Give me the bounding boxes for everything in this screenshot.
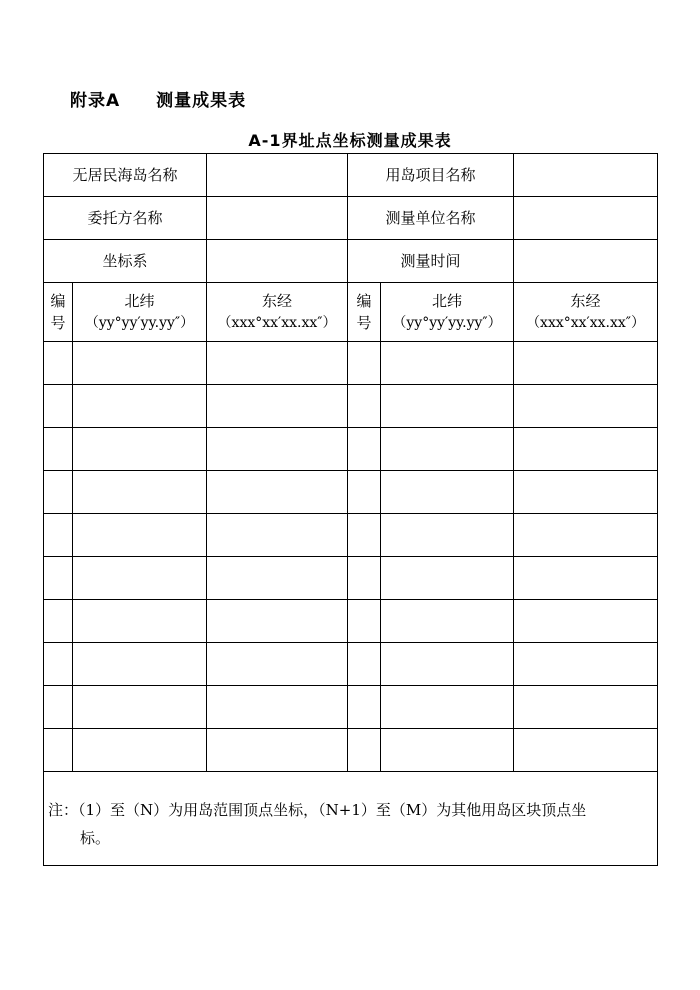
info-row (44, 154, 658, 197)
info-value[interactable] (514, 240, 658, 283)
number-cell[interactable] (44, 342, 73, 385)
table-row (44, 342, 658, 385)
table-row (44, 557, 658, 600)
number-cell[interactable] (44, 471, 73, 514)
coordinate-results-table (43, 153, 658, 866)
longitude-cell[interactable] (514, 600, 658, 643)
table-row (44, 471, 658, 514)
table-title: A-1界址点坐标测量成果表 (248, 131, 452, 150)
latitude-cell[interactable] (73, 557, 207, 600)
number-cell[interactable] (348, 385, 381, 428)
info-value[interactable] (207, 154, 348, 197)
info-value[interactable] (207, 197, 348, 240)
appendix-heading: 附录A 测量成果表 (70, 91, 247, 111)
table-row (44, 643, 658, 686)
note-line-1: 注：（1）至（N）为用岛范围顶点坐标，（N+1）至（M）为其他用岛区块顶点坐 (48, 801, 587, 819)
latitude-cell[interactable] (381, 643, 514, 686)
latitude-format: （yy°yy′yy.yy″） (84, 315, 195, 331)
latitude-cell[interactable] (381, 514, 514, 557)
longitude-cell[interactable] (207, 643, 348, 686)
info-label: 无居民海岛名称 (44, 154, 207, 197)
longitude-format: （xxx°xx′xx.xx″） (526, 315, 645, 331)
number-cell[interactable] (348, 686, 381, 729)
latitude-cell[interactable] (381, 729, 514, 772)
longitude-cell[interactable] (514, 385, 658, 428)
number-cell[interactable] (44, 385, 73, 428)
number-cell[interactable] (44, 686, 73, 729)
number-cell[interactable] (348, 471, 381, 514)
table-row (44, 428, 658, 471)
note-row (44, 772, 658, 866)
latitude-format: （yy°yy′yy.yy″） (392, 315, 502, 331)
latitude-header (73, 283, 207, 342)
table-row (44, 514, 658, 557)
latitude-cell[interactable] (73, 514, 207, 557)
longitude-header (207, 283, 348, 342)
number-cell[interactable] (44, 514, 73, 557)
longitude-cell[interactable] (207, 514, 348, 557)
number-cell[interactable] (348, 428, 381, 471)
latitude-cell[interactable] (73, 471, 207, 514)
latitude-cell[interactable] (381, 600, 514, 643)
number-cell[interactable] (44, 600, 73, 643)
latitude-label: 北纬 (124, 292, 155, 310)
table-row (44, 729, 658, 772)
longitude-cell[interactable] (207, 729, 348, 772)
info-label: 坐标系 (44, 240, 207, 283)
latitude-cell[interactable] (73, 686, 207, 729)
latitude-cell[interactable] (381, 686, 514, 729)
number-cell[interactable] (44, 729, 73, 772)
info-label: 测量时间 (348, 240, 514, 283)
info-value[interactable] (514, 197, 658, 240)
longitude-cell[interactable] (514, 428, 658, 471)
info-row (44, 240, 658, 283)
longitude-cell[interactable] (514, 686, 658, 729)
longitude-cell[interactable] (514, 514, 658, 557)
table-row (44, 385, 658, 428)
number-cell[interactable] (348, 342, 381, 385)
longitude-cell[interactable] (207, 600, 348, 643)
number-cell[interactable] (44, 428, 73, 471)
number-header (44, 283, 73, 342)
latitude-cell[interactable] (381, 428, 514, 471)
table-row (44, 600, 658, 643)
info-row (44, 197, 658, 240)
note-line-2: 标。 (80, 829, 111, 847)
number-header (348, 283, 381, 342)
number-cell[interactable] (348, 643, 381, 686)
number-cell[interactable] (348, 600, 381, 643)
latitude-cell[interactable] (381, 385, 514, 428)
number-cell[interactable] (44, 643, 73, 686)
info-value[interactable] (207, 240, 348, 283)
number-cell[interactable] (44, 557, 73, 600)
latitude-cell[interactable] (73, 643, 207, 686)
longitude-cell[interactable] (514, 729, 658, 772)
longitude-cell[interactable] (207, 428, 348, 471)
latitude-cell[interactable] (381, 471, 514, 514)
number-header-line2: 号 (50, 314, 66, 332)
longitude-cell[interactable] (207, 342, 348, 385)
number-cell[interactable] (348, 729, 381, 772)
number-header-line2: 号 (356, 314, 372, 332)
longitude-cell[interactable] (514, 342, 658, 385)
latitude-header (381, 283, 514, 342)
info-label: 委托方名称 (44, 197, 207, 240)
longitude-label: 东经 (570, 292, 601, 310)
note-cell (44, 772, 658, 866)
longitude-cell[interactable] (207, 686, 348, 729)
longitude-cell[interactable] (207, 385, 348, 428)
info-label: 用岛项目名称 (348, 154, 514, 197)
info-label: 测量单位名称 (348, 197, 514, 240)
column-header-row (44, 283, 658, 342)
latitude-cell[interactable] (381, 557, 514, 600)
latitude-cell[interactable] (73, 385, 207, 428)
latitude-label: 北纬 (432, 292, 463, 310)
latitude-cell[interactable] (73, 729, 207, 772)
longitude-cell[interactable] (207, 557, 348, 600)
longitude-header (514, 283, 658, 342)
longitude-cell[interactable] (514, 471, 658, 514)
latitude-cell[interactable] (381, 342, 514, 385)
longitude-cell[interactable] (514, 557, 658, 600)
longitude-cell[interactable] (207, 471, 348, 514)
latitude-cell[interactable] (73, 342, 207, 385)
longitude-format: （xxx°xx′xx.xx″） (217, 315, 337, 331)
number-cell[interactable] (348, 514, 381, 557)
latitude-cell[interactable] (73, 428, 207, 471)
longitude-cell[interactable] (514, 643, 658, 686)
number-cell[interactable] (348, 557, 381, 600)
table-row (44, 686, 658, 729)
info-value[interactable] (514, 154, 658, 197)
longitude-label: 东经 (262, 292, 293, 310)
number-header-line1: 编 (50, 292, 66, 310)
latitude-cell[interactable] (73, 600, 207, 643)
number-header-line1: 编 (356, 292, 372, 310)
